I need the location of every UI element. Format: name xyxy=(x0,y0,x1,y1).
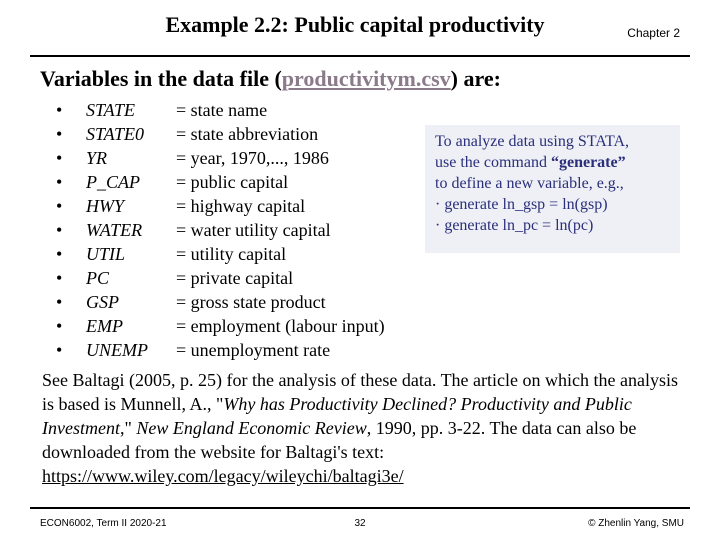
variable-desc: = highway capital xyxy=(176,196,306,216)
variable-name: HWY xyxy=(86,196,125,216)
note-example-2: · generate ln_pc = ln(pc) xyxy=(435,217,594,234)
variable-desc: = year, 1970,..., 1986 xyxy=(176,148,329,168)
note-line-3: to define a new variable, e.g., xyxy=(435,175,624,192)
variable-desc: = employment (labour input) xyxy=(176,316,385,336)
variable-desc: = unemployment rate xyxy=(176,340,331,360)
footer-author: © Zhenlin Yang, SMU xyxy=(588,518,684,529)
top-divider xyxy=(30,55,690,57)
variable-name: STATE0 xyxy=(86,124,145,144)
variable-desc: = utility capital xyxy=(176,244,287,264)
bullet-icon: • xyxy=(56,316,63,336)
footer-page-number: 32 xyxy=(354,518,366,529)
variable-desc: = public capital xyxy=(176,172,289,192)
note-example-1: · generate ln_gsp = ln(gsp) xyxy=(435,196,608,213)
variables-heading xyxy=(40,66,501,92)
note-line-1: To analyze data using STATA, xyxy=(435,133,630,150)
bullet-icon: • xyxy=(56,220,63,240)
bottom-divider xyxy=(30,507,690,509)
variable-name: EMP xyxy=(86,316,123,336)
variable-desc: = private capital xyxy=(176,268,294,288)
variable-name: STATE xyxy=(86,100,136,120)
reference-paragraph xyxy=(42,368,682,488)
para-part-1: See Baltagi (2005, p. 25) for the analysis of these data. The article on which the analysis is based is Munnell, A., " xyxy=(42,370,678,414)
chapter-label: Chapter 2 xyxy=(627,26,680,40)
variable-name: WATER xyxy=(86,220,143,240)
bullet-icon: • xyxy=(56,124,63,144)
bullet-icon: • xyxy=(56,244,63,264)
variable-name: GSP xyxy=(86,292,119,312)
para-part-2: ," xyxy=(119,418,137,438)
note-command: “generate” xyxy=(550,154,626,171)
variable-desc: = state name xyxy=(176,100,268,120)
variable-desc: = state abbreviation xyxy=(176,124,319,144)
variable-desc: = gross state product xyxy=(176,292,326,312)
bullet-icon: • xyxy=(56,292,63,312)
journal-name: New England Economic Review xyxy=(136,418,367,438)
note-line-2-prefix: use the command xyxy=(435,154,551,171)
bullet-icon: • xyxy=(56,340,63,360)
bullet-icon: • xyxy=(56,196,63,216)
variable-desc: = water utility capital xyxy=(176,220,331,240)
bullet-icon: • xyxy=(56,268,63,288)
bullet-icon: • xyxy=(56,100,63,120)
variable-name: UNEMP xyxy=(86,340,148,360)
bullet-icon: • xyxy=(56,172,63,192)
variable-name: PC xyxy=(86,268,110,288)
variable-name: P_CAP xyxy=(86,172,140,192)
variable-name: UTIL xyxy=(86,244,126,264)
article-title: Why has Productivity Declined? Productivity and Public Investment xyxy=(42,394,632,438)
variable-name: YR xyxy=(86,148,108,168)
bullet-icon: • xyxy=(56,148,63,168)
stata-note-box xyxy=(425,125,680,253)
website-link[interactable]: https://www.wiley.com/legacy/wileychi/baltagi3e/ xyxy=(42,466,404,486)
para-part-3: , 1990, pp. 3-22. The data can also be downloaded from the website for Baltagi's text: xyxy=(42,418,637,462)
data-file-link[interactable]: productivitym.csv xyxy=(281,66,451,91)
note-line-2 xyxy=(435,152,670,173)
footer-course: ECON6002, Term II 2020-21 xyxy=(40,518,167,529)
slide-title: Example 2.2: Public capital productivity xyxy=(165,12,545,37)
heading-suffix: ) are: xyxy=(450,66,501,91)
heading-prefix: Variables in the data file ( xyxy=(40,66,282,91)
